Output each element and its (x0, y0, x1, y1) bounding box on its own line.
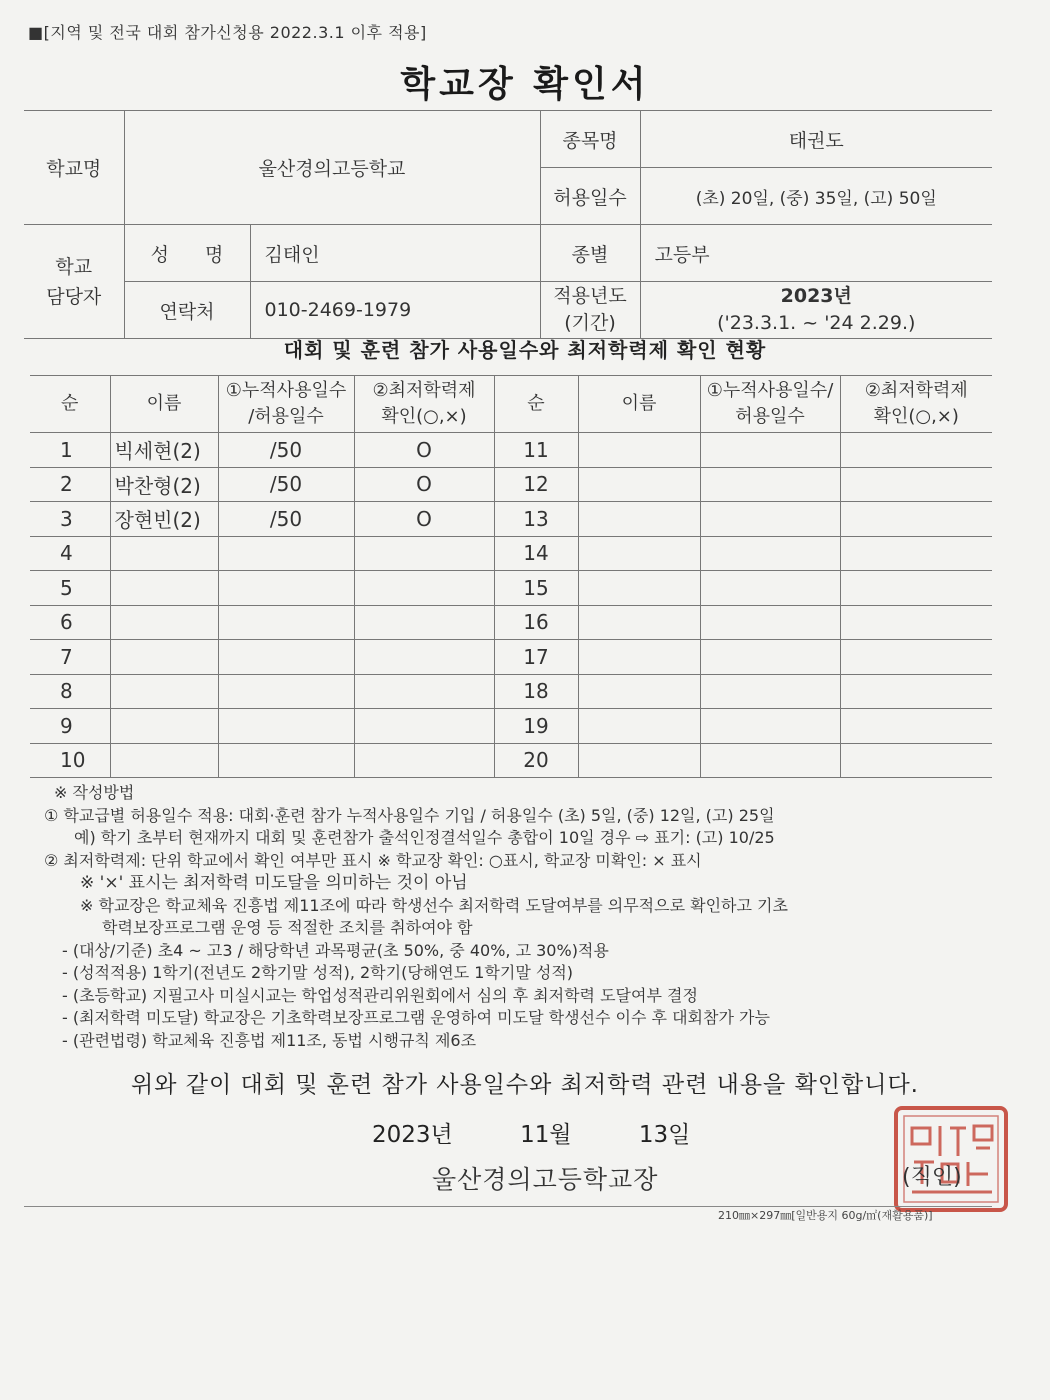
table-row (30, 571, 992, 606)
row-check-right (840, 674, 992, 709)
row-no-right: 17 (494, 640, 578, 675)
roster-subtitle: 대회 및 훈련 참가 사용일수와 최저학력제 확인 현황 (283, 338, 767, 362)
form-note: ■[지역 및 전국 대회 참가신청용 2022.3.1 이후 적용] (28, 23, 427, 42)
row-days: /50 (218, 502, 354, 537)
row-name-right (578, 502, 700, 537)
row-name (110, 605, 218, 640)
instructions-line: ① 학교급별 허용일수 적용: 대회·훈련 참가 누적사용일수 기입 / 허용일수 (초) 5일, (중) 12일, (고) 25일 (44, 805, 775, 825)
row-name (110, 640, 218, 675)
confirmation-statement: 위와 같이 대회 및 훈련 참가 사용일수와 최저학력 관련 내용을 확인합니다. (131, 1072, 919, 1098)
instructions-line: - (대상/기준) 초4 ~ 고3 / 해당학년 과목평균(초 50%, 중 40%, 고 30%)적용 (62, 940, 609, 960)
table-row (30, 502, 992, 537)
row-name-right (578, 743, 700, 778)
row-name-right (578, 433, 700, 468)
manager-name-value: 김태인 (250, 225, 540, 282)
table-row (30, 605, 992, 640)
instructions-line: - (최저학력 미도달) 학교장은 기초학력보장프로그램 운영하여 미도달 학생선수 이수 후 대회참가 가능 (62, 1008, 770, 1027)
row-check-right (840, 571, 992, 606)
row-no-right: 20 (494, 743, 578, 778)
header-check-line2: 확인(○,×) (381, 406, 467, 427)
row-days (218, 743, 354, 778)
row-no: 9 (30, 709, 110, 744)
row-check-right (840, 605, 992, 640)
row-check (354, 536, 494, 571)
row-no-right: 12 (494, 467, 578, 502)
instructions-line: 학력보장프로그램 운영 등 적절한 조치를 취하여야 함 (102, 918, 473, 937)
instructions (44, 782, 1004, 1052)
row-name (110, 536, 218, 571)
row-no-right: 15 (494, 571, 578, 606)
issue-date (372, 1116, 690, 1149)
header-no: 순 (30, 376, 110, 433)
row-name-right (578, 467, 700, 502)
header-days-line2: /허용일수 (248, 406, 324, 427)
row-days-right (700, 640, 840, 675)
row-no: 7 (30, 640, 110, 675)
row-days (218, 640, 354, 675)
row-no: 2 (30, 467, 110, 502)
row-check (354, 709, 494, 744)
table-row (30, 709, 992, 744)
row-name (110, 571, 218, 606)
manager-label-line1: 학교 (55, 255, 93, 278)
row-days (218, 674, 354, 709)
row-no: 8 (30, 674, 110, 709)
school-info-table (24, 110, 992, 339)
header-check-right-line1: ②최저학력제 (864, 380, 968, 401)
row-check-right (840, 536, 992, 571)
instructions-line: - (성적적용) 1학기(전년도 2학기말 성적), 2학기(당해연도 1학기말 성적) (62, 963, 574, 982)
instructions-line: ※ 학교장은 학교체육 진흥법 제11조에 따라 학생선수 최저학력 도달여부를 의무적으로 확인하고 기초 (80, 895, 788, 915)
row-check: O (354, 433, 494, 468)
manager-label (24, 225, 124, 339)
row-no: 4 (30, 536, 110, 571)
row-check (354, 640, 494, 675)
row-no-right: 11 (494, 433, 578, 468)
row-check (354, 743, 494, 778)
row-name (110, 709, 218, 744)
header-check (354, 376, 494, 433)
paper-spec: 210㎜×297㎜[일반용지 60g/㎡(재활용품)] (718, 1209, 933, 1222)
instructions-heading: ※ 작성방법 (54, 783, 135, 802)
header-name: 이름 (110, 376, 218, 433)
table-row (30, 743, 992, 778)
allowed-days-label: 허용일수 (540, 168, 640, 225)
row-days-right (700, 502, 840, 537)
row-check-right (840, 433, 992, 468)
date-day: 13일 (638, 1122, 691, 1148)
row-name-right (578, 571, 700, 606)
header-days-right-line1: ①누적사용일수/ (706, 380, 834, 401)
table-row (30, 674, 992, 709)
row-check-right (840, 467, 992, 502)
year-value (640, 282, 992, 339)
row-no-right: 16 (494, 605, 578, 640)
row-check: O (354, 467, 494, 502)
row-days: /50 (218, 467, 354, 502)
row-days-right (700, 743, 840, 778)
header-check-line1: ②최저학력제 (372, 380, 476, 401)
row-check (354, 605, 494, 640)
row-days-right (700, 536, 840, 571)
row-name-right (578, 640, 700, 675)
event-value: 태권도 (640, 111, 992, 168)
header-check-right-line2: 확인(○,×) (873, 406, 959, 427)
row-name: 빅세현(2) (110, 433, 218, 468)
row-days (218, 605, 354, 640)
row-check-right (840, 743, 992, 778)
row-check (354, 571, 494, 606)
year-label (540, 282, 640, 339)
row-days-right (700, 433, 840, 468)
row-no-right: 18 (494, 674, 578, 709)
contact-value: 010-2469-1979 (250, 282, 540, 339)
instructions-line: ※ '×' 표시는 최저학력 미도달을 의미하는 것이 아님 (80, 873, 468, 893)
row-check: O (354, 502, 494, 537)
instructions-line: - (관련법령) 학교체육 진흥법 제11조, 동법 시행규칙 제6조 (62, 1030, 477, 1050)
seal-label: (직인) (902, 1165, 962, 1190)
division-value: 고등부 (640, 225, 992, 282)
table-row (30, 536, 992, 571)
manager-label-line2: 담당자 (46, 285, 102, 308)
table-row (30, 433, 992, 468)
date-month: 11월 (520, 1122, 572, 1148)
row-name-right (578, 709, 700, 744)
row-no-right: 14 (494, 536, 578, 571)
header-no-right: 순 (494, 376, 578, 433)
row-days-right (700, 674, 840, 709)
row-name-right (578, 674, 700, 709)
row-days (218, 536, 354, 571)
roster-table (30, 375, 992, 778)
header-check-right (840, 376, 992, 433)
row-days-right (700, 605, 840, 640)
year-text: 2023년 (780, 285, 852, 307)
row-days (218, 571, 354, 606)
table-row (30, 640, 992, 675)
table-row (30, 467, 992, 502)
row-name (110, 674, 218, 709)
row-days-right (700, 467, 840, 502)
row-name-right (578, 536, 700, 571)
contact-label: 연락처 (124, 282, 250, 339)
row-check-right (840, 709, 992, 744)
row-check-right (840, 640, 992, 675)
row-days-right (700, 571, 840, 606)
document-title: 학교장 확인서 (400, 64, 650, 105)
school-name-label: 학교명 (24, 111, 124, 225)
name-label: 성 명 (124, 225, 250, 282)
row-check (354, 674, 494, 709)
row-name: 박찬형(2) (110, 467, 218, 502)
header-days-line1: ①누적사용일수 (225, 380, 347, 401)
row-name: 장현빈(2) (110, 502, 218, 537)
header-days-right (700, 376, 840, 433)
row-no: 1 (30, 433, 110, 468)
row-name (110, 743, 218, 778)
event-label: 종목명 (540, 111, 640, 168)
row-name-right (578, 605, 700, 640)
period-text: ('23.3.1. ~ '24 2.29.) (717, 312, 916, 334)
row-check-right (840, 502, 992, 537)
row-days (218, 709, 354, 744)
instructions-line: 예) 학기 초부터 현재까지 대회 및 훈련참가 출석인정결석일수 총합이 10일 경우 ⇨ 표기: (고) 10/25 (74, 828, 775, 847)
row-no: 5 (30, 571, 110, 606)
allowed-days-value: (초) 20일, (중) 35일, (고) 50일 (640, 168, 992, 225)
official-seal-icon (892, 1104, 1010, 1214)
header-days (218, 376, 354, 433)
principal-title: 울산경의고등학교장 (432, 1165, 659, 1194)
instructions-line: ② 최저학력제: 단위 학교에서 확인 여부만 표시 ※ 학교장 확인: ○표시, 학교장 미확인: × 표시 (44, 850, 702, 870)
division-label: 종별 (540, 225, 640, 282)
row-no-right: 19 (494, 709, 578, 744)
row-days: /50 (218, 433, 354, 468)
date-year: 2023년 (372, 1122, 453, 1148)
row-no-right: 13 (494, 502, 578, 537)
header-name-right: 이름 (578, 376, 700, 433)
row-days-right (700, 709, 840, 744)
row-no: 6 (30, 605, 110, 640)
header-days-right-line2: 허용일수 (735, 406, 805, 427)
instructions-line: - (초등학교) 지필고사 미실시교는 학업성적관리위원회에서 심의 후 최저학력 도달여부 결정 (62, 985, 698, 1005)
row-no: 3 (30, 502, 110, 537)
year-label-line2: (기간) (564, 312, 616, 334)
year-label-line1: 적용년도 (553, 285, 627, 307)
row-no: 10 (30, 743, 110, 778)
school-name-value: 울산경의고등학교 (124, 111, 540, 225)
